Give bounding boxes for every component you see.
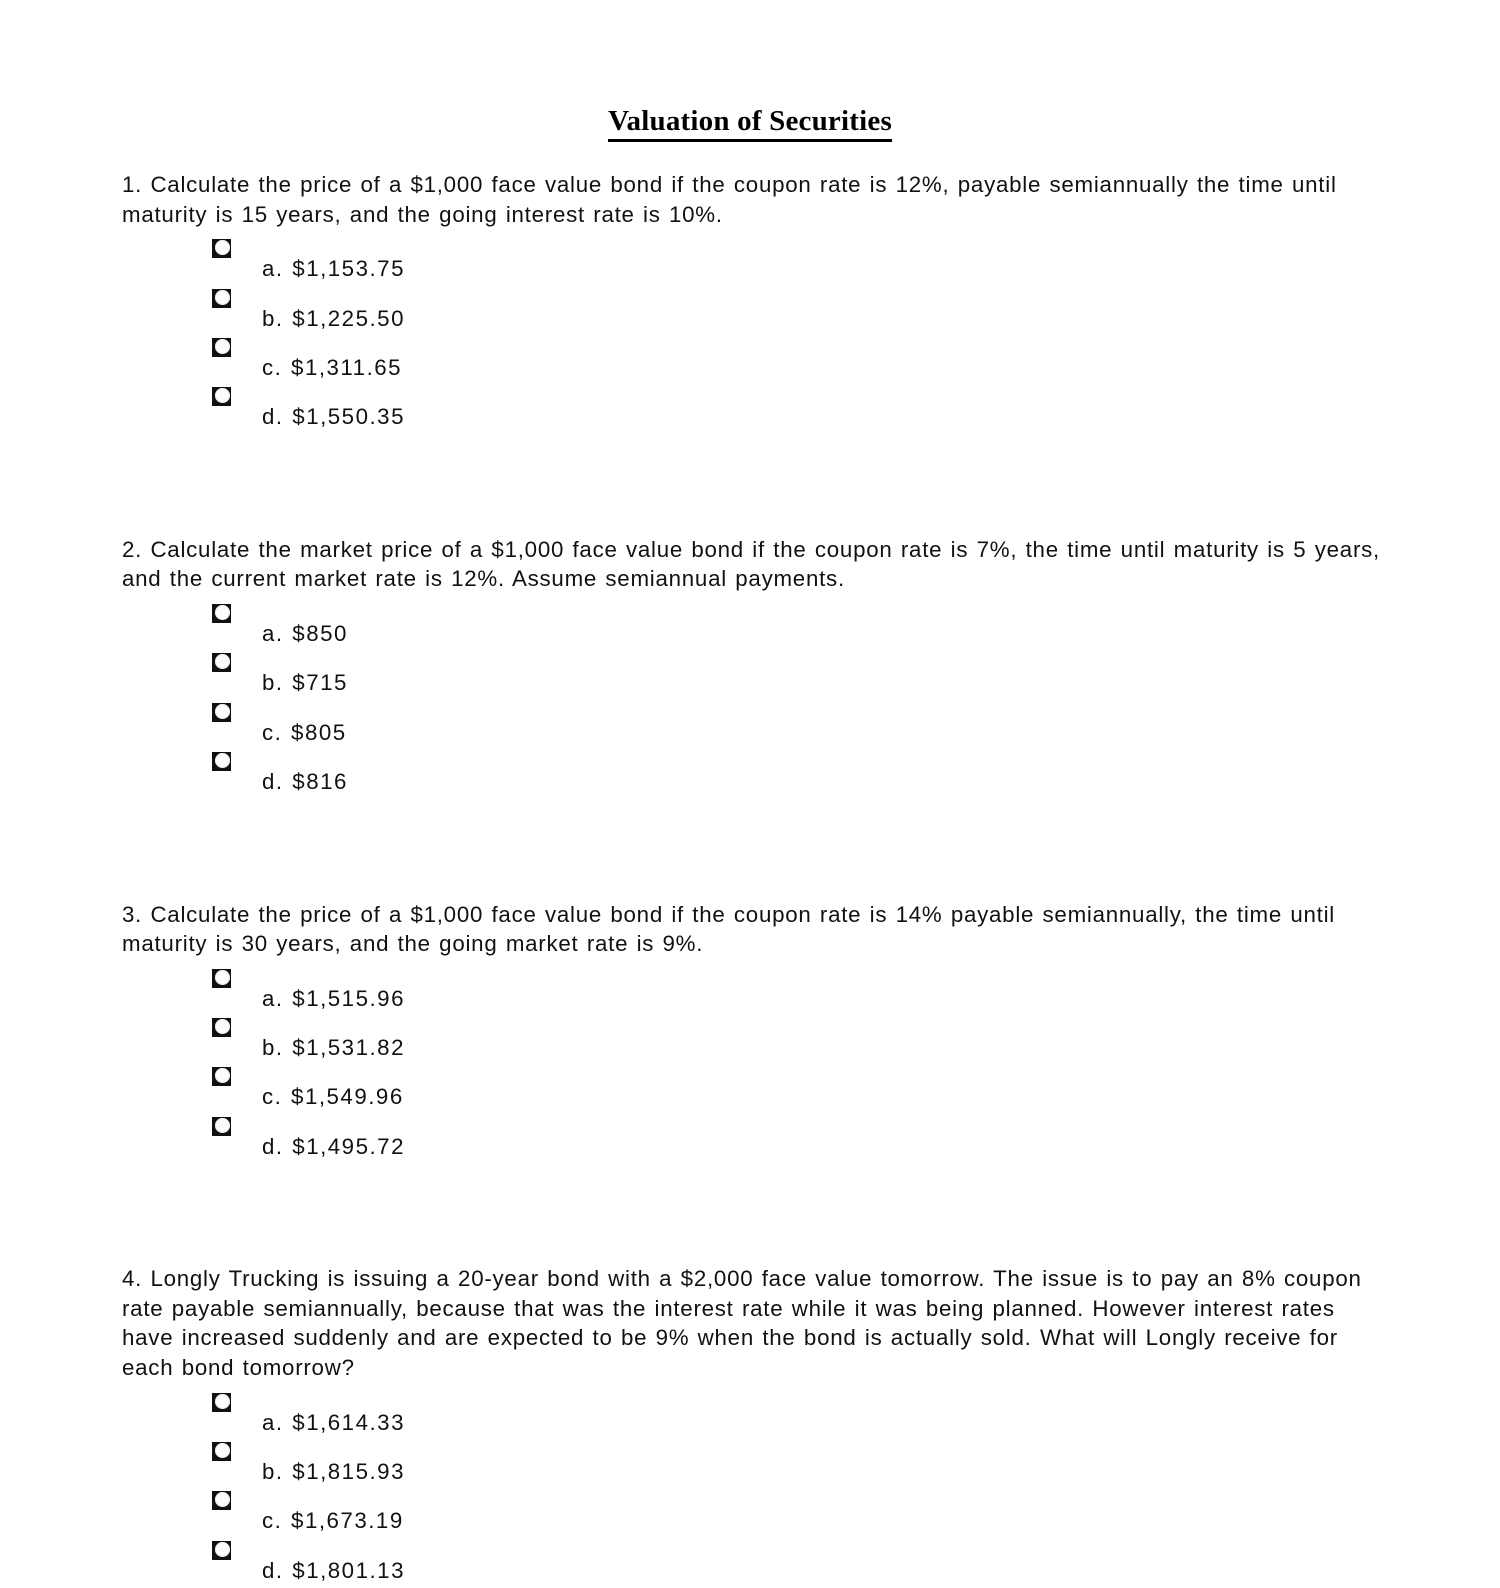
checkbox-square-circle-icon[interactable] [212,338,231,357]
option-1d[interactable] [122,385,1384,434]
option-1a-label: a. $1,153.75 [262,256,405,282]
option-1c[interactable] [122,336,1384,385]
option-2c[interactable] [122,701,1384,750]
checkbox-square-circle-icon[interactable] [212,1117,231,1136]
question-1-options [122,237,1384,435]
spacer [122,1383,1384,1391]
option-2b[interactable] [122,651,1384,700]
question-3-options [122,967,1384,1165]
option-1a[interactable] [122,237,1384,286]
option-4a-label: a. $1,614.33 [262,1409,405,1435]
option-3c[interactable] [122,1065,1384,1114]
option-2d-label: d. $816 [262,769,348,795]
checkbox-square-circle-icon[interactable] [212,1491,231,1510]
spacer [122,594,1384,602]
spacer [122,435,1384,535]
option-4b-label: b. $1,815.93 [262,1459,405,1485]
option-3b-label: b. $1,531.82 [262,1035,405,1061]
option-1b-label: b. $1,225.50 [262,305,405,331]
checkbox-square-circle-icon[interactable] [212,1442,231,1461]
checkbox-square-circle-icon[interactable] [212,653,231,672]
option-2d[interactable] [122,750,1384,799]
questions-container [122,170,1384,1588]
checkbox-square-circle-icon[interactable] [212,969,231,988]
checkbox-square-circle-icon[interactable] [212,604,231,623]
option-3a-label: a. $1,515.96 [262,985,405,1011]
option-1b[interactable] [122,287,1384,336]
question-2-options [122,602,1384,800]
option-3c-label: c. $1,549.96 [262,1084,404,1110]
question-1-text: 1. Calculate the price of a $1,000 face value bond if the coupon rate is 12%, payable semiannually the time until maturity is 15 years, and the going interest rate is 10%. [122,172,1337,227]
option-3a[interactable] [122,967,1384,1016]
option-2a-label: a. $850 [262,620,348,646]
question-4 [122,1264,1384,1588]
option-2c-label: c. $805 [262,719,347,745]
spacer [122,1164,1384,1264]
option-4a[interactable] [122,1391,1384,1440]
option-1c-label: c. $1,311.65 [262,354,403,380]
checkbox-square-circle-icon[interactable] [212,239,231,258]
option-4c[interactable] [122,1489,1384,1538]
checkbox-square-circle-icon[interactable] [212,703,231,722]
spacer [122,800,1384,900]
option-1d-label: d. $1,550.35 [262,404,405,430]
spacer [122,959,1384,967]
question-3-text: 3. Calculate the price of a $1,000 face value bond if the coupon rate is 14% payable semiannually, the time until maturity is 30 years, and the going market rate is 9%. [122,901,1336,957]
checkbox-square-circle-icon[interactable] [212,1393,231,1412]
question-1 [122,170,1384,435]
checkbox-square-circle-icon[interactable] [212,387,231,406]
option-3b[interactable] [122,1016,1384,1065]
option-4b[interactable] [122,1440,1384,1489]
page-title-text: Valuation of Securities [608,104,892,142]
option-3d[interactable] [122,1115,1384,1164]
question-4-text: 4. Longly Trucking is issuing a 20-year bond with a $2,000 face value tomorrow. The issue is to pay an 8% coupon rate payable semiannually, because that was the interest rate while it was being planned. However interest rates have increased suddenly and are expected to be 9% when the bond is actually sold. What will Longly receive for each bond tomorrow? [122,1266,1362,1381]
question-2-text: 2. Calculate the market price of a $1,000 face value bond if the coupon rate is 7%, the time until maturity is 5 years, and the current market rate is 12%. Assume semiannual payments. [122,536,1380,592]
option-4d-label: d. $1,801.13 [262,1557,405,1583]
option-2b-label: b. $715 [262,670,348,696]
option-3d-label: d. $1,495.72 [262,1133,405,1159]
checkbox-square-circle-icon[interactable] [212,1018,231,1037]
checkbox-square-circle-icon[interactable] [212,289,231,308]
question-2 [122,535,1384,800]
checkbox-square-circle-icon[interactable] [212,1067,231,1086]
checkbox-square-circle-icon[interactable] [212,752,231,771]
question-4-options [122,1391,1384,1588]
page-title [0,104,1500,142]
option-4d[interactable] [122,1539,1384,1588]
option-4c-label: c. $1,673.19 [262,1508,404,1534]
option-2a[interactable] [122,602,1384,651]
question-3 [122,900,1384,1165]
spacer [122,229,1384,237]
checkbox-square-circle-icon[interactable] [212,1541,231,1560]
